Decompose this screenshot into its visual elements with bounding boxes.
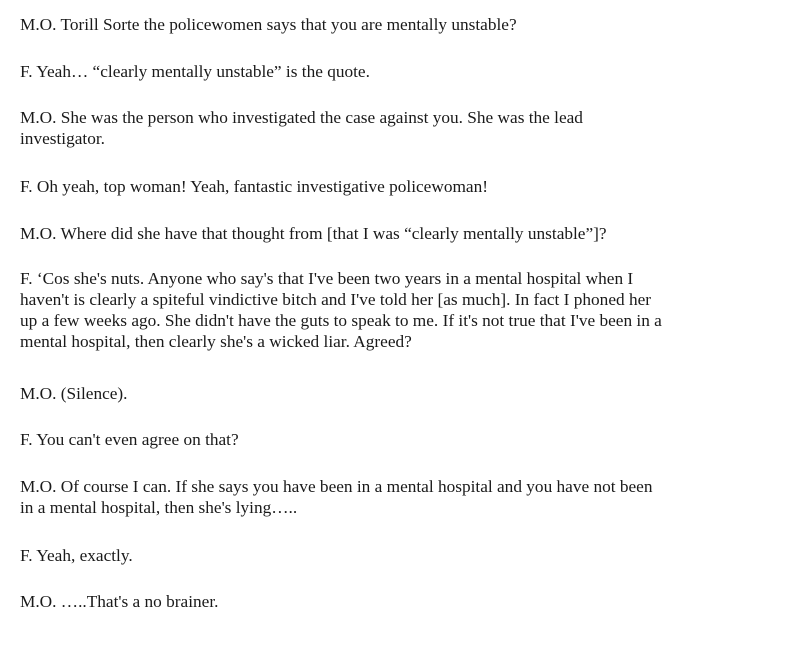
transcript-line: M.O. …..That's a no brainer. xyxy=(20,592,219,611)
transcript-line: F. Yeah, exactly. xyxy=(20,546,133,565)
transcript-line: up a few weeks ago. She didn't have the guts to speak to me. If it's not true that I've been in a xyxy=(20,311,662,330)
transcript-paragraph xyxy=(20,383,780,404)
transcript-paragraph xyxy=(20,545,780,566)
transcript-paragraph xyxy=(20,429,780,450)
transcript-line: M.O. Torill Sorte the policewomen says that you are mentally unstable? xyxy=(20,15,517,34)
transcript-line: F. Yeah… “clearly mentally unstable” is the quote. xyxy=(20,62,370,81)
transcript-paragraph xyxy=(20,61,780,82)
transcript-line: F. Oh yeah, top woman! Yeah, fantastic investigative policewoman! xyxy=(20,177,488,196)
transcript-line: M.O. She was the person who investigated the case against you. She was the lead xyxy=(20,108,583,127)
transcript-paragraph xyxy=(20,14,780,35)
transcript-paragraph xyxy=(20,176,780,197)
transcript-paragraph xyxy=(20,223,780,244)
transcript-line: F. You can't even agree on that? xyxy=(20,430,239,449)
transcript-paragraph xyxy=(20,591,780,612)
transcript-line: M.O. Of course I can. If she says you have been in a mental hospital and you have not been xyxy=(20,477,653,496)
transcript-paragraph xyxy=(20,476,780,518)
transcript-line: mental hospital, then clearly she's a wicked liar. Agreed? xyxy=(20,332,412,351)
transcript-line: M.O. (Silence). xyxy=(20,384,128,403)
transcript-line: M.O. Where did she have that thought from [that I was “clearly mentally unstable”]? xyxy=(20,224,607,243)
transcript-line: in a mental hospital, then she's lying….. xyxy=(20,498,298,517)
transcript-line: investigator. xyxy=(20,129,105,148)
transcript-line: haven't is clearly a spiteful vindictive bitch and I've told her [as much]. In fact I phoned her xyxy=(20,290,652,309)
transcript-line: F. ‘Cos she's nuts. Anyone who say's that I've been two years in a mental hospital when I xyxy=(20,269,634,288)
transcript-paragraph xyxy=(20,268,780,352)
transcript-paragraph xyxy=(20,107,780,149)
